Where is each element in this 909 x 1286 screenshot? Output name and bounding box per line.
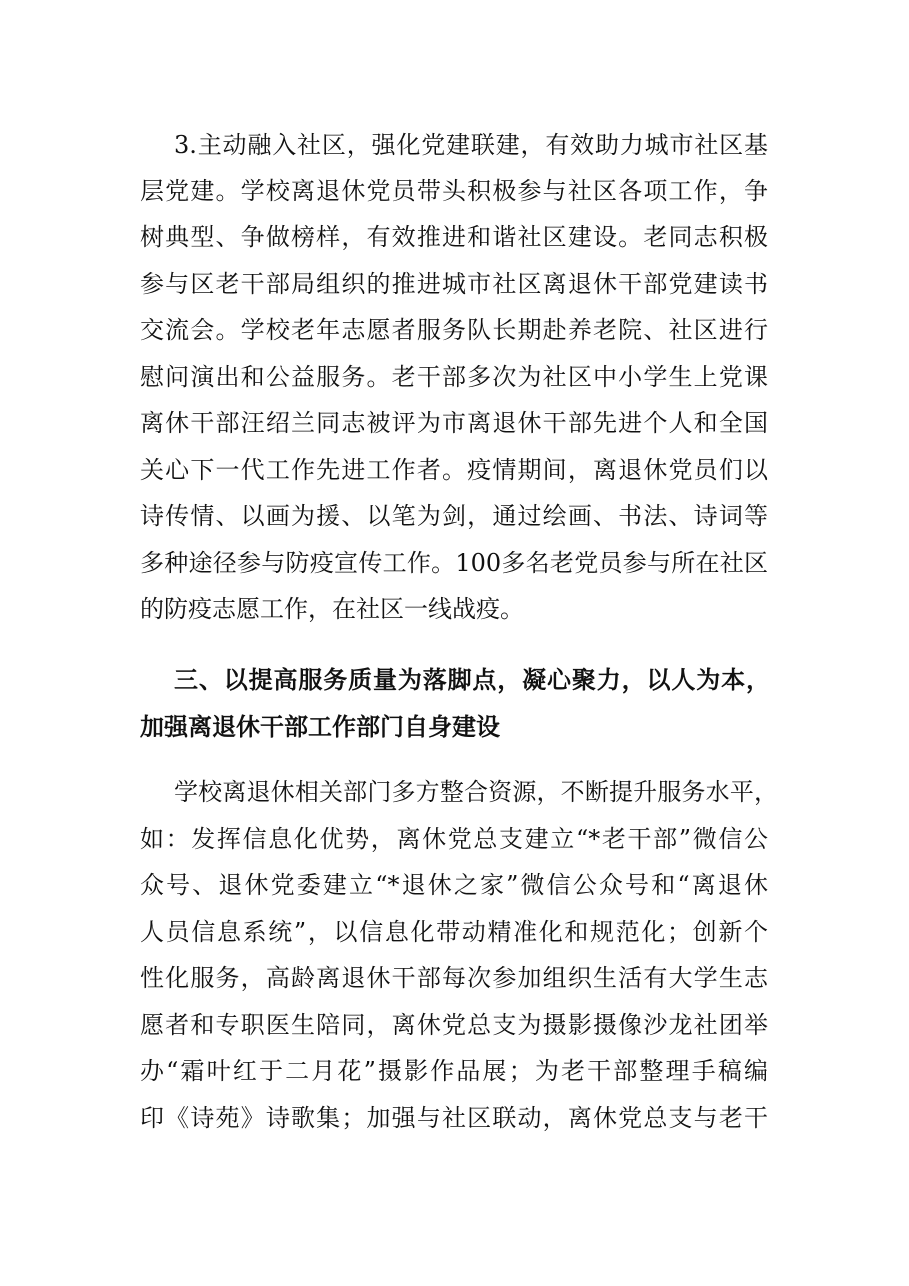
paragraph-line: 诗传情、以画为援、以笔为剑，通过绘画、书法、诗词等 [140, 502, 768, 530]
paragraph-line: 慰问演出和公益服务。老干部多次为社区中小学生上党课 [140, 363, 768, 391]
paragraph-line: 性化服务，高龄离退休干部每次参加组织生活有大学生志 [140, 964, 768, 992]
paragraph-line: 关心下一代工作先进工作者。疫情期间，离退休党员们以 [140, 456, 768, 484]
heading-line: 加强离退休干部工作部门自身建设 [140, 713, 500, 741]
paragraph-line: 办“霜叶红于二月花”摄影作品展；为老干部整理手稿编 [140, 1057, 768, 1085]
paragraph-line: 多种途径参与防疫宣传工作。100多名老党员参与所在社区 [140, 549, 768, 577]
paragraph-line: 3.主动融入社区，强化党建联建，有效助力城市社区基 [174, 131, 768, 159]
paragraph-line: 参与区老干部局组织的推进城市社区离退休干部党建读书 [140, 270, 768, 298]
heading-line: 三、以提高服务质量为落脚点，凝心聚力，以人为本， [174, 666, 770, 694]
paragraph-line: 交流会。学校老年志愿者服务队长期赴养老院、社区进行 [140, 316, 768, 344]
paragraph-line: 愿者和专职医生陪同，离休党总支为摄影摄像沙龙社团举 [140, 1011, 768, 1039]
paragraph-line: 如：发挥信息化优势，离休党总支建立“*老干部”微信公 [140, 825, 768, 853]
paragraph-line: 的防疫志愿工作，在社区一线战疫。 [140, 595, 524, 623]
paragraph-line: 树典型、争做榜样，有效推进和谐社区建设。老同志积极 [140, 223, 768, 251]
paragraph-line: 人员信息系统”，以信息化带动精准化和规范化；创新个 [140, 918, 768, 946]
paragraph-line: 印《诗苑》诗歌集；加强与社区联动，离休党总支与老干 [140, 1104, 768, 1132]
paragraph-line: 学校离退休相关部门多方整合资源，不断提升服务水平， [174, 778, 778, 806]
paragraph-line: 离休干部汪绍兰同志被评为市离退休干部先进个人和全国 [140, 409, 768, 437]
paragraph-line: 众号、退休党委建立“*退休之家”微信公众号和“离退休 [140, 871, 768, 899]
paragraph-line: 层党建。学校离退休党员带头积极参与社区各项工作，争 [140, 177, 768, 205]
